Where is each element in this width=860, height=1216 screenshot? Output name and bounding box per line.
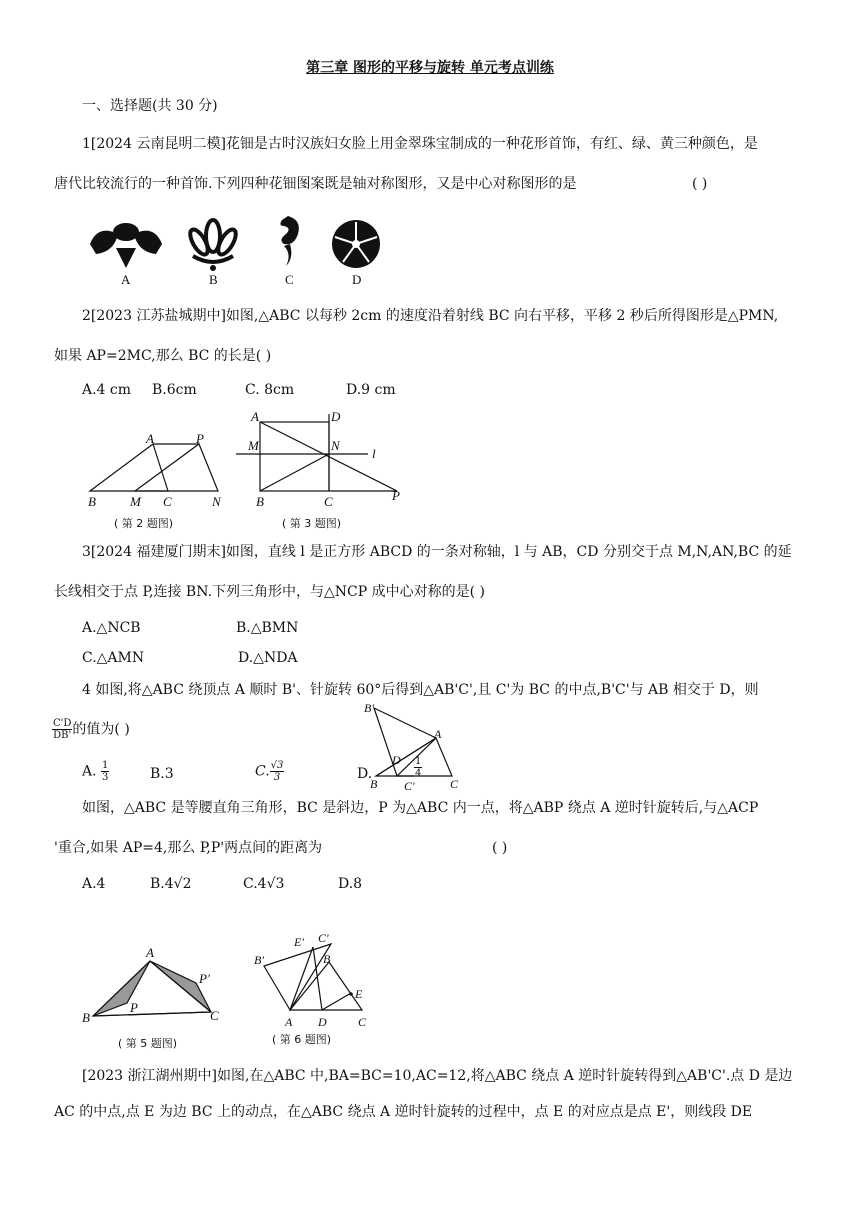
q3-line1: 3[2024 福建厦门期末]如图，直线 l 是正方形 ABCD 的一条对称轴，l 与 AB，CD 分别交于点 M,N,AN,BC 的延 (82, 544, 792, 560)
q2-figure-caption: ( 第 2 题图) (114, 517, 174, 530)
q3-fig-label-n: N (331, 438, 340, 453)
q3-line2: 长线相交于点 P,连接 BN.下列三角形中，与△NCP 成中心对称的是( ) (54, 584, 485, 600)
q3-fig-label-p: P (392, 488, 400, 503)
section-heading: 一、选择题(共 30 分) (82, 98, 218, 114)
q3-option-a: A.△NCB (82, 620, 141, 636)
q6-fig-label-a: A (285, 1015, 293, 1029)
q4-line2-rest: 的值为( ) (72, 721, 130, 738)
q5-figure-caption: ( 第 5 题图) (118, 1037, 178, 1050)
q6-figure-caption: ( 第 6 题图) (272, 1033, 332, 1046)
q2-option-a: A.4 cm (82, 382, 132, 398)
q4-option-d: D. (357, 766, 373, 782)
q1-label-d: D (352, 272, 362, 287)
q5-bracket: ( ) (492, 840, 508, 856)
q2-option-c: C. 8cm (245, 382, 295, 398)
q4-option-a: A. $\frac{1}{3}$ (82, 760, 109, 783)
q4-option-b: B.3 (150, 766, 174, 782)
q3-figure-caption: ( 第 3 题图) (282, 517, 342, 530)
q3-fig-label-a: A (251, 409, 259, 424)
q4-frac-denominator: DB' (53, 730, 72, 741)
q1-label-c: C (285, 272, 294, 287)
q2-fig-label-b: B (88, 494, 96, 509)
q4-option-d-value: $\frac{1}{4}$ (415, 756, 422, 779)
q3-option-b: B.△BMN (236, 620, 299, 636)
q4-line1: 4 如图,将△ABC 绕顶点 A 顺时 B'、针旋转 60°后得到△AB'C',且 C'为 BC 的中点,B'C'与 AB 相交于 D，则 (82, 682, 759, 698)
q4-frac-numerator: C'D (53, 718, 72, 729)
q4-fig-label-c: C (450, 777, 459, 791)
q3-option-c: C.△AMN (82, 650, 145, 666)
q4-line2 (52, 718, 130, 741)
q2-option-b: B.6cm (152, 382, 197, 398)
q5-option-a: A.4 (82, 876, 106, 892)
q6-line2: AC 的中点,点 E 为边 BC 上的动点，在△ABC 绕点 A 逆时针旋转的过程中，点 E 的对应点是点 E'，则线段 DE (54, 1104, 753, 1120)
q5-fig-label-b: B (82, 1010, 90, 1025)
q6-fig-label-c1: C' (318, 931, 329, 945)
q4-fig-label-a: A (434, 727, 442, 741)
q5-fig-label-p: P (130, 1000, 138, 1015)
q5-fig-label-c: C (210, 1008, 219, 1023)
q6-fig-label-e: E (355, 987, 363, 1001)
q5-option-b: B.4√2 (150, 876, 192, 892)
q6-fig-label-b1: B' (254, 953, 264, 967)
q5-fig-label-p1: P' (199, 971, 210, 986)
q5-option-c: C.4√3 (243, 876, 285, 892)
q3-fig-label-c: C (324, 494, 333, 509)
q2-fig-label-c: C (163, 494, 172, 509)
q5-shaded-triangles (93, 961, 211, 1016)
q4-fig-label-b: B (370, 777, 378, 791)
q6-line1: [2023 浙江湖州期中]如图,在△ABC 中,BA=BC=10,AC=12,将△ABC 绕点 A 逆时针旋转得到△AB'C'.点 D 是边 (82, 1068, 793, 1084)
q5-fig-label-a: A (146, 945, 154, 960)
q1-bracket: ( ) (692, 176, 708, 192)
q1-line2: 唐代比较流行的一种首饰.下列四种花钿图案既是轴对称图形，又是中心对称图形的是 (54, 176, 577, 192)
q6-fig-label-d: D (318, 1015, 327, 1029)
q3-option-d: D.△NDA (238, 650, 298, 666)
q4-fig-label-c1: C' (404, 779, 415, 793)
q1-label-b: B (209, 272, 218, 287)
q1-label-a: A (121, 272, 131, 287)
q4-fig-label-d: D (392, 753, 401, 767)
q6-fig-label-e1: E' (294, 935, 304, 949)
q5-option-d: D.8 (338, 876, 363, 892)
q2-option-d: D.9 cm (346, 382, 396, 398)
q3-fig-label-b: B (256, 494, 264, 509)
page-title: 第三章 图形的平移与旋转 单元考点训练 (306, 60, 554, 76)
q3-fig-label-d: D (331, 409, 341, 424)
q5-line2: '重合,如果 AP=4,那么 P,P'两点间的距离为 (54, 840, 323, 856)
q3-fig-label-m: M (248, 438, 259, 453)
q2-fig-label-n: N (212, 494, 221, 509)
q2-fig-label-a: A (146, 431, 154, 446)
q2-fig-label-p: P (196, 431, 204, 446)
q2-line2: 如果 AP=2MC,那么 BC 的长是( ) (54, 348, 272, 364)
q5-line1: 如图，△ABC 是等腰直角三角形，BC 是斜边，P 为△ABC 内一点，将△ABP 绕点 A 逆时针旋转后,与△ACP (82, 800, 759, 816)
q4-option-c: C. $\frac{√3}{3}$ (255, 760, 284, 783)
q2-line1: 2[2023 江苏盐城期中]如图,△ABC 以每秒 2cm 的速度沿着射线 BC 向右平移，平移 2 秒后所得图形是△PMN, (82, 308, 779, 324)
q2-fig-label-m: M (130, 494, 141, 509)
q1-line1: 1[2024 云南昆明二模]花钿是古时汉族妇女脸上用金翠珠宝制成的一种花形首饰，有红、绿、黄三种颜色，是 (82, 136, 758, 152)
q6-fig-label-c: C (358, 1015, 367, 1029)
q3-fig-label-l: l (372, 446, 376, 461)
q6-fig-label-b: B (323, 952, 331, 966)
q4-fig-label-b1: B' (364, 701, 374, 715)
